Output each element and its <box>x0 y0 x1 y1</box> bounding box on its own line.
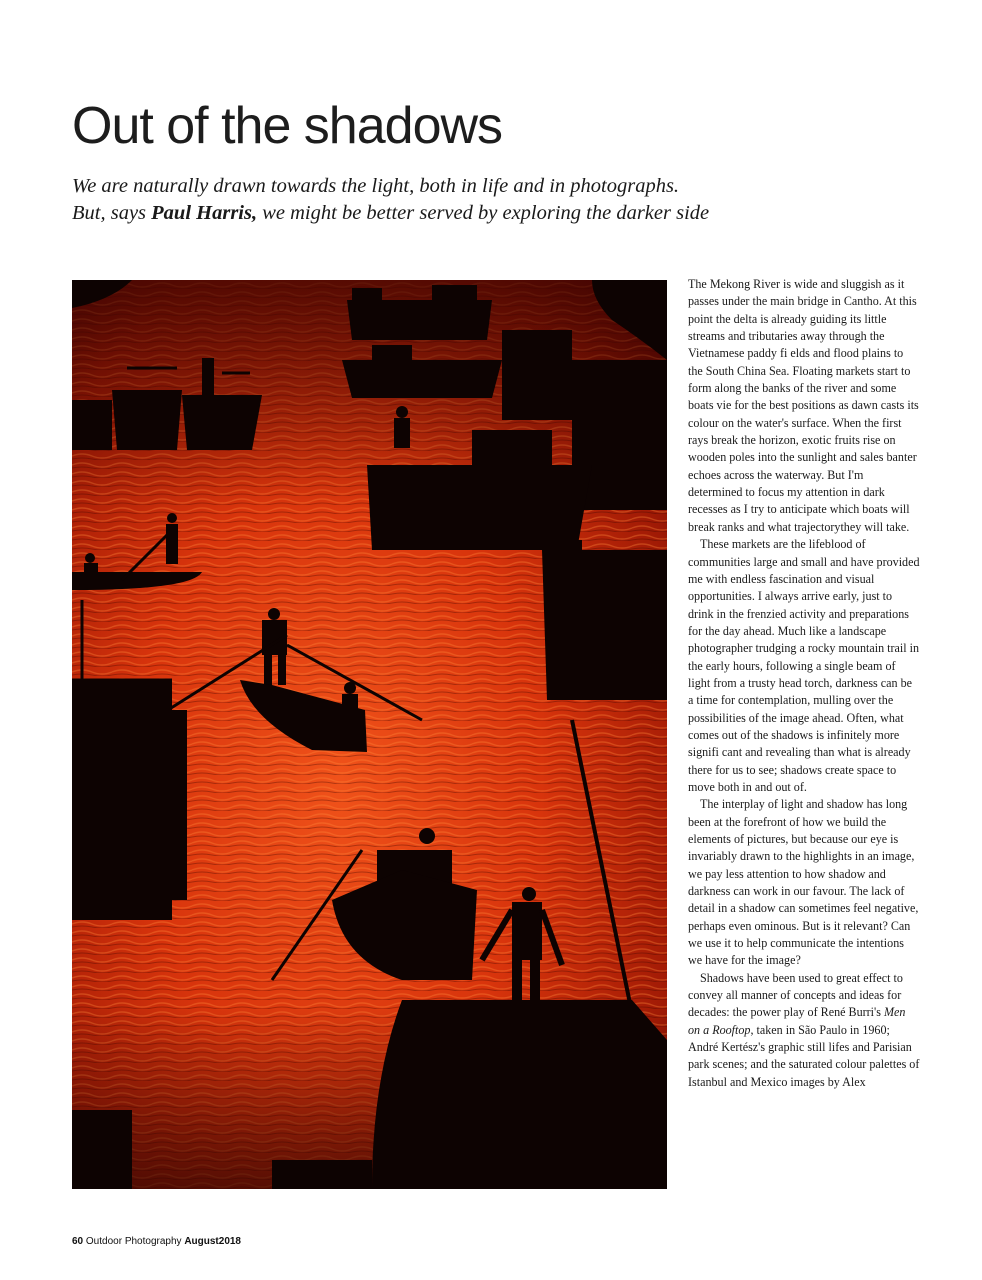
body-paragraph-4-start: Shadows have been used to great effect to convey all manner of concepts and ideas for decades: the power play of René Burri's <box>688 970 903 1020</box>
body-paragraph-2: These markets are the lifeblood of communities large and small and have provided me with endless fascination and visual opportunities. I always arrive early, just to drink in the frenzied activity and preparations for the day ahead. Much like a landscape photographer trudging a rocky mountain trail in the early hours, following a single beam of light from a trusty head torch, darkness can be a time for contemplation, mulling over the possibilities of the image ahead. Often, what comes out of the shadows is infinitely more signifi cant and revealing than what is already there for us to see; shadows create space to move both in and out of. <box>688 537 920 794</box>
article-body <box>688 276 920 1091</box>
page-footer <box>72 1236 241 1247</box>
standfirst-line-1: We are naturally drawn towards the light, both in life and in photographs. <box>72 175 680 197</box>
article-headline: Out of the shadows <box>72 97 503 155</box>
artwork-title: Men on a Rooftop <box>688 1005 906 1037</box>
standfirst-line-2-start: But, says <box>72 202 152 224</box>
issue-date: August2018 <box>184 1236 241 1247</box>
page-number: 60 <box>72 1236 84 1247</box>
standfirst-line-2-end: we might be better served by exploring the darker side <box>257 202 710 224</box>
author-byline: Paul Harris, <box>151 202 258 224</box>
body-paragraph-4 <box>688 970 920 1091</box>
body-paragraph-3: The interplay of light and shadow has long been at the forefront of how we build the elements of pictures, but because our eye is invariably drawn to the highlights in an image, we pay less attention to how shadow and darkness can work in our favour. The lack of detail in a shadow can sometimes feel negative, perhaps even ominous. But is it relevant? Can we use it to help communicate the intentions we have for the image? <box>688 797 919 968</box>
mekong-boats-photo <box>72 280 667 1189</box>
body-paragraph-1: The Mekong River is wide and sluggish as it passes under the main bridge in Cantho. At this point the delta is already guiding its little streams and tributaries away through the Vietnamese paddy fi elds and flood plains to the South China Sea. Floating markets start to form along the banks of the river and some boats vie for the best positions as dawn casts its colour on the water's surface. When the first rays break the horizon, exotic fruits rise on wooden poles into the sunlight and sales banter echoes across the waterway. But I'm determined to focus my attention in dark recesses as I try to anticipate which boats will break ranks and what trajectorythey will take. <box>688 277 919 534</box>
boats-silhouette-illustration <box>72 280 667 1189</box>
magazine-name: Outdoor Photography <box>85 1236 182 1247</box>
body-paragraph-4-end: , taken in São Paulo in 1960; André Kertész's graphic still lifes and Parisian park scenes; and the saturated colour palettes of Istanbul and Mexico images by Alex <box>688 1022 920 1089</box>
article-standfirst <box>72 173 772 227</box>
